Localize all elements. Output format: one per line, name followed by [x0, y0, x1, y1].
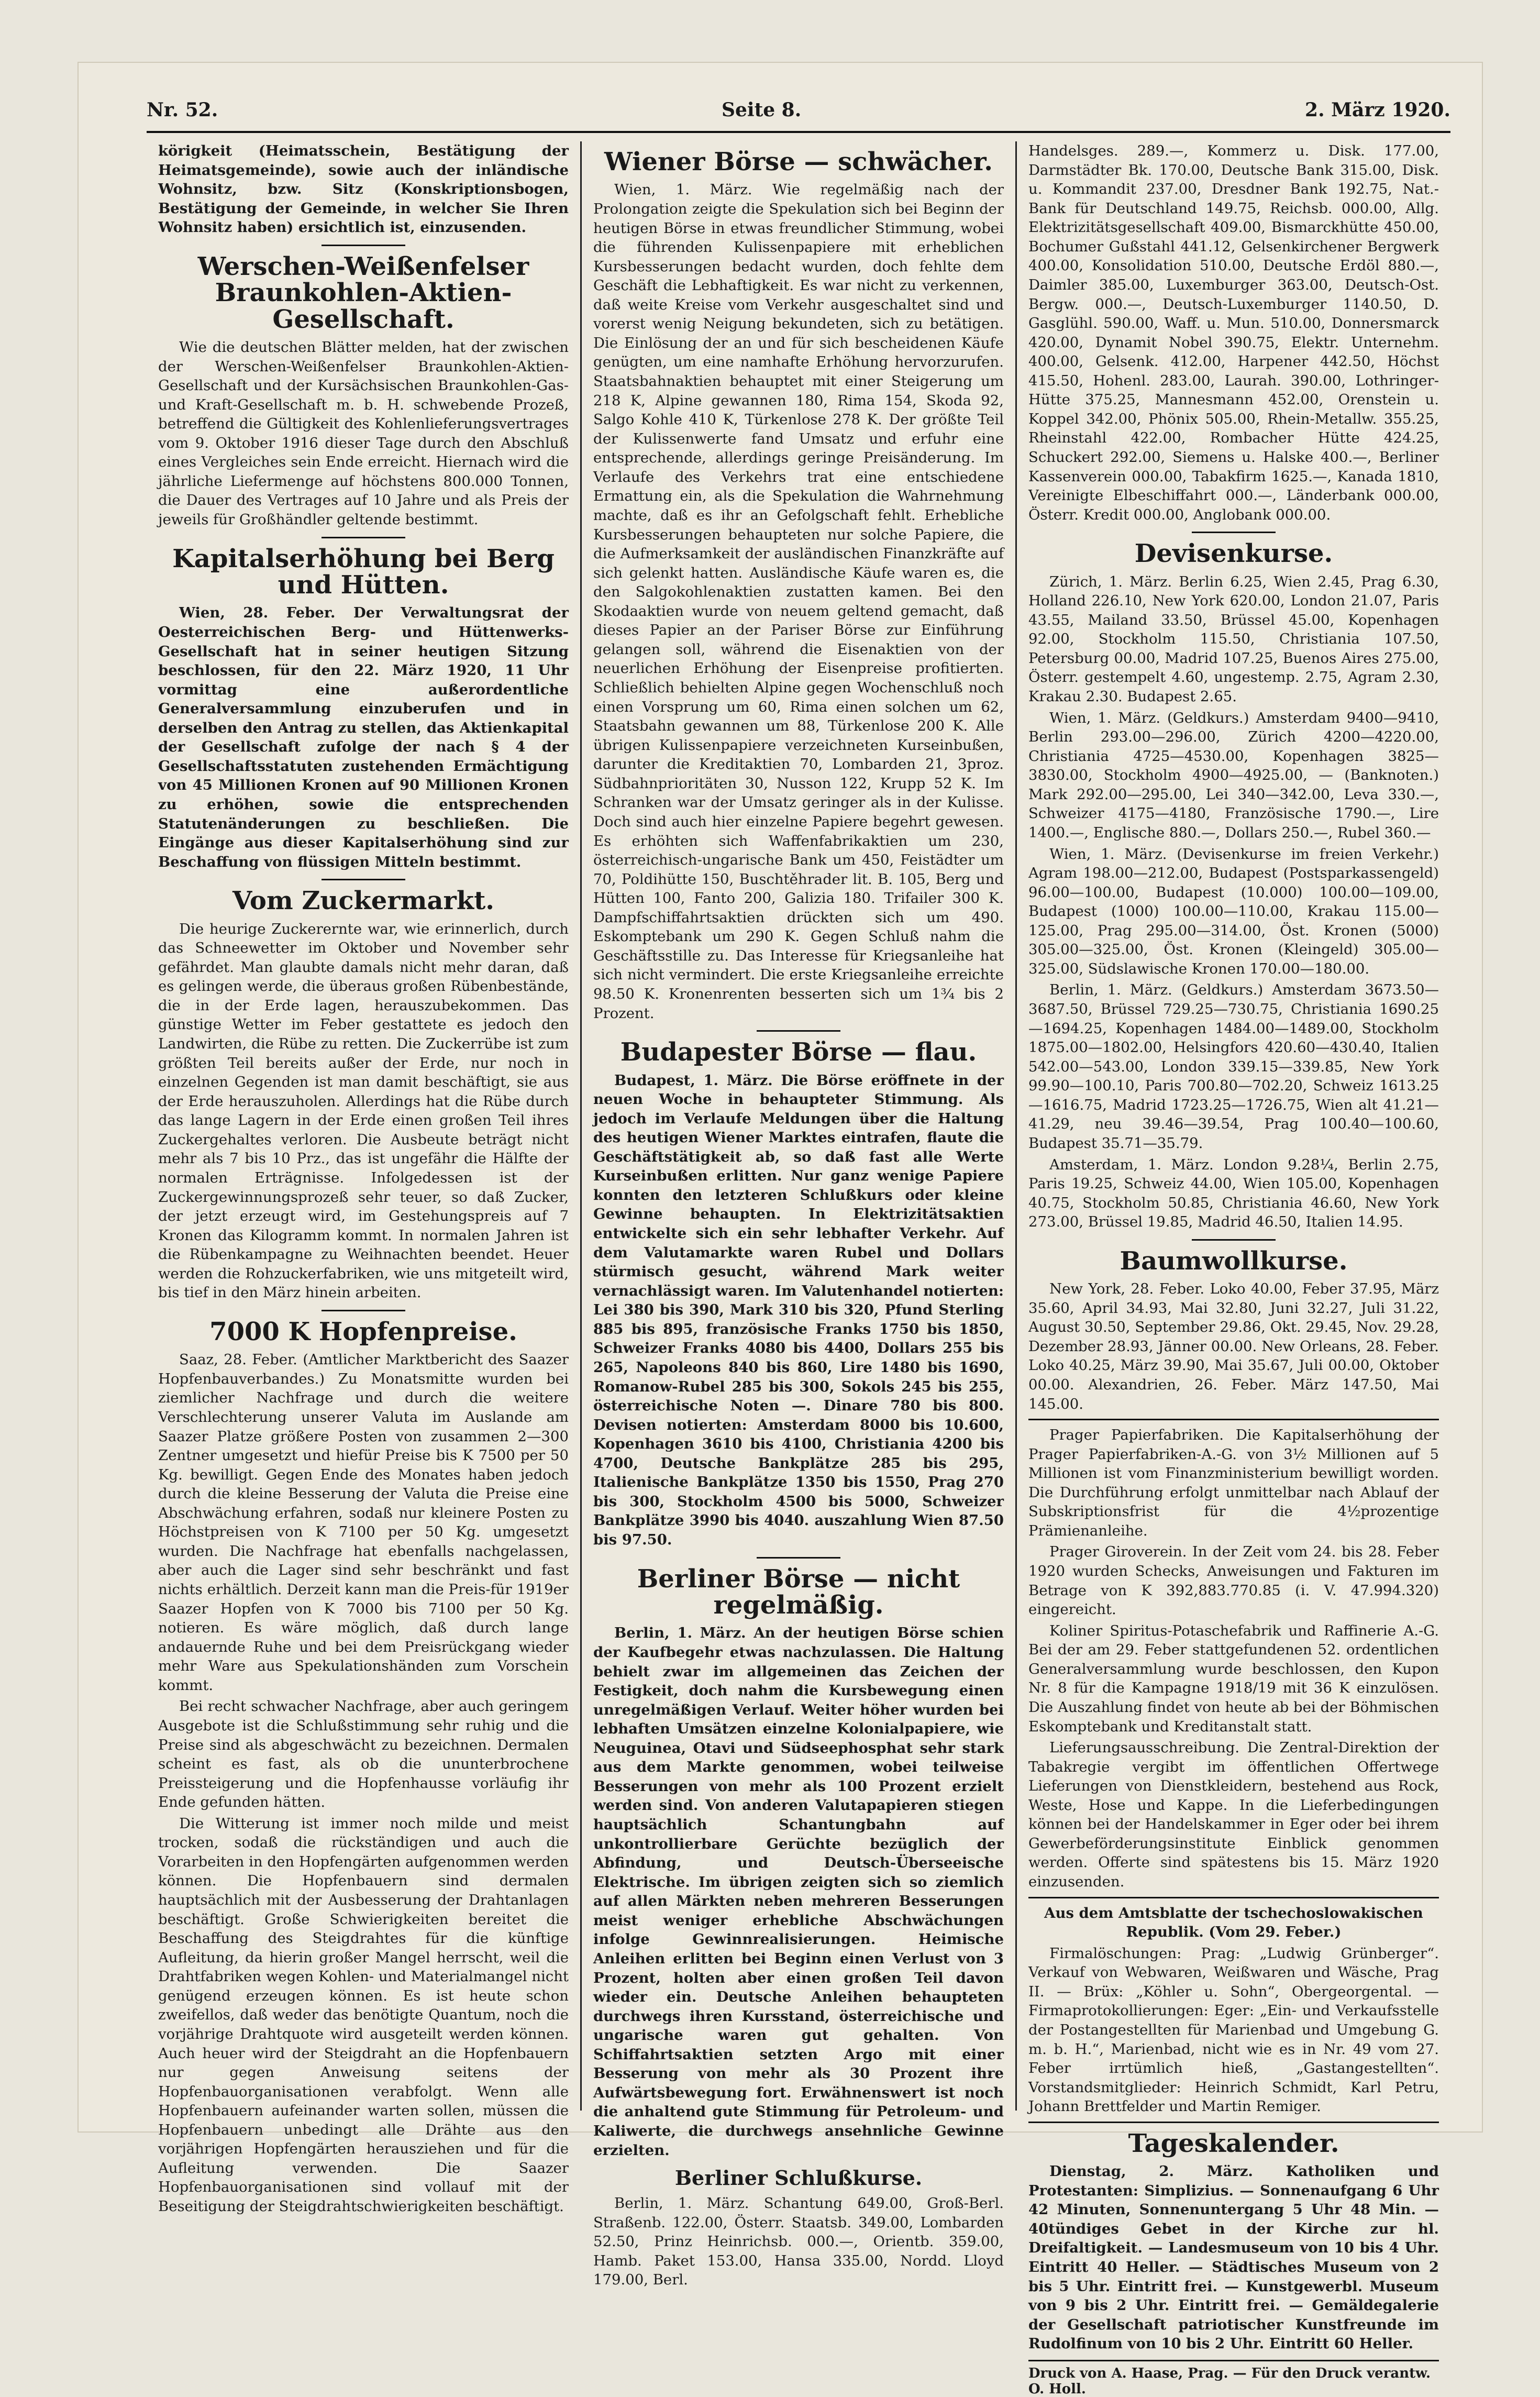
headline-hopfen: 7000 K Hopfenpreise. — [209, 1317, 517, 1346]
separator — [322, 537, 405, 538]
header-rule — [147, 131, 1450, 133]
headline-zucker: Vom Zuckermarkt. — [232, 886, 494, 916]
separator — [757, 1557, 840, 1559]
headline-kapital: Kapitalserhöhung bei Berg und Hütten. — [172, 544, 555, 600]
article-baumwolle: New York, 28. Feber. Loko 40.00, Feber 37.95, März 35.60, April 34.93, Mai 32.80, Juni 32.27, Juli 31.22, August 30.50, September 29.86, Okt. 29.45, Nov. 29.28, Dezember 28.93, Jänner 00.00. New Orleans, 28. Feber. Loko 40.25, März 39.90, Mai 35.67, Juli 00.00, Oktober 00.00. Alexandrien, 26. Feber. März 147.50, Mai 145.00. — [1028, 1280, 1439, 1412]
separator — [322, 245, 405, 246]
separator — [322, 879, 405, 880]
running-head — [147, 94, 1450, 126]
article-wien: Wien, 1. März. Wie regelmäßig nach der Prolongation zeigte die Spekulation sich bei Beginn der heutigen Börse in etwas freundlicher Stimmung, wobei die führenden Kulissenpapiere mit erheblichen Kursbesserungen bedacht wurden, doch fehlte dem Geschäft die Lebhaftigkeit. Es war nicht zu verkennen, daß weite Kreise vom Verkehr ausgeschaltet sind und vorerst wenig Neigung bekundeten, sich zu betätigen. Die Einlösung der an und für sich bescheidenen Käufe genügten, um eine namhafte Erhöhung hervorzurufen. Staatsbahnaktien behauptet mit einer Steigerung um 218 K, Alpine gewannen 180, Rima 154, Skoda 92, Salgo Kohle 410 K, Türkenlose 278 K. Der größte Teil der Kulissenwerte fand Umsatz und erfuhr eine entsprechende, allerdings geringe Preisänderung. Im Verlaufe des Verkehrs trat eine entschiedene Ermattung ein, als die Spekulation die Wahrnehmung machte, daß es ihr an Gefolgschaft fehlt. Erhebliche Kursbesserungen behaupteten nur solche Papiere, die die Aufmerksamkeit der ausländischen Finanzkräfte auf sich gelenkt hatten. Ausländische Käufe waren es, die den Salgokohlenaktien zustatten kamen. Bei den Skodaaktien wurde von neuem geltend gemacht, daß dieses Papier an der Pariser Börse zur Einführung gelangen soll, während die Eisenaktien von der neuerlichen Erhöhung der Eisenpreise profitierten. Schließlich behielten Alpine gegen Wochenschluß noch einen Vorsprung um 60, Rima einen solchen um 62, Staatsbahn gewannen um 88, Türkenlose 200 K. Alle übrigen Kulissenpapiere verzeichneten Kurseinbußen, darunter die Kreditaktien 70, Lombarden 21, 3proz. Südbahnprioritäten 30, Nusson 122, Krupp 52 K. Im Schranken war der Umsatz geringer als in der Kulisse. Doch sind auch hier einzelne Papiere begehrt gewesen. Es erhöhten sich Waffenfabrikaktien um 230, österreichisch-ungarische Bank um 450, Feistädter um 70, Poldihütte 150, Buschtěhrader lit. B. 105, Berg und Hütten 100, Fanto 200, Galizia 180. Trifailer 300 K. Dampfschiffahrtsaktien drückten sich um 490. Eskomptebank um 290 K. Gegen Schluß nahm die Geschäftsstille zu. Das Interesse für Kriegsanleihe hat sich nicht vermindert. Die erste Kriegsanleihe erreichte 98.50 K. Kronenrenten besserten sich um 1¾ bis 2 Prozent. — [593, 181, 1004, 1022]
column-3 — [1015, 141, 1450, 2397]
headline-tageskalender: Tageskalender. — [1128, 2128, 1339, 2158]
article-papier: Prager Papierfabriken. Die Kapitalserhöhung der Prager Papierfabriken-A.-G. von 3½ Millionen auf 5 Millionen ist vom Finanzministerium bewilligt worden. Die Durchführung erfolgt unmittelbar nach Ablauf der Subskriptionsfrist für die 4½prozentige Prämienanleihe. — [1028, 1427, 1439, 1539]
imprint: Druck von A. Haase, Prag. — Für den Druck verantw. O. Holl. — [1028, 2360, 1439, 2397]
devisen-zuerich: Zürich, 1. März. Berlin 6.25, Wien 2.45, Prag 6.30, Holland 226.10, New York 620.00, London 21.07, Paris 43.55, Mailand 33.50, Brüssel 45.00, Kopenhagen 92.00, Stockholm 115.50, Christiania 107.50, Petersburg 00.00, Madrid 107.25, Buenos Aires 275.00, Österr. gestempelt 4.60, ungestemp. 2.75, Agram 2.30, Krakau 2.30. Budapest 2.65. — [1028, 573, 1439, 705]
separator — [757, 1030, 840, 1032]
article-kapital: Wien, 28. Feber. Der Verwaltungsrat der Oesterreichischen Berg- und Hüttenwerks-Gesellschaft hat in seiner heutigen Sitzung beschlossen, für den 22. März 1920, 11 Uhr vormittag eine außerordentliche Generalversammlung einzuberufen und in derselben den Antrag zu stellen, das Aktienkapital der Gesellschaft zufolge der nach § 4 der Gesellschaftsstatuten zustehenden Ermächtigung von 45 Millionen Kronen auf 90 Millionen Kronen zu erhöhen, sowie die entsprechenden Statutenänderungen zu beschließen. Die Eingänge aus dieser Kapitalserhöhung sind zur Beschaffung von flüssigen Mitteln bestimmt. — [158, 604, 569, 870]
devisen-berlin: Berlin, 1. März. (Geldkurs.) Amsterdam 3673.50—3687.50, Brüssel 729.25—730.75, Christiania 1690.25—1694.25, Kopenhagen 1484.00—1489.00, Stockholm 1875.00—1802.00, Helsingfors 420.60—430.40, Italien 542.00—543.00, London 339.15—339.85, New York 99.90—100.10, Paris 700.80—702.20, Schweiz 1613.25—1616.75, Madrid 1723.25—1726.75, Wien alt 41.21—41.29, neu 39.46—39.54, Prag 100.40—100.60, Budapest 35.71—35.79. — [1028, 981, 1439, 1152]
article-tageskalender: Dienstag, 2. März. Katholiken und Protestanten: Simplizius. — Sonnenaufgang 6 Uhr 42 Minuten, Sonnenuntergang 5 Uhr 48 Min. — 40tündiges Gebet in der Kirche zur hl. Dreifaltigkeit. — Landesmuseum von 10 bis 4 Uhr. Eintritt 40 Heller. — Städtisches Museum von 2 bis 5 Uhr. Eintritt frei. — Kunstgewerbl. Museum von 9 bis 2 Uhr. Eintritt frei. — Gemäldegalerie der Gesellschaft patriotischer Kunstfreunde im Rudolfinum von 10 bis 2 Uhr. Eintritt 60 Heller. — [1028, 2163, 1439, 2352]
article-liefer: Lieferungsausschreibung. Die Zentral-Direktion der Tabakregie vergibt im öffentlichen Offertwege Lieferungen von Dienstkleidern, bestehend aus Rock, Weste, Hose und Kappe. In die Lieferbedingungen können bei der Handelskammer in Eger oder bei ihrem Gewerbeförderungsinstitute Einblick genommen werden. Offerte sind spätestens bis 15. März 1920 einzusenden. — [1028, 1739, 1439, 1891]
column-1 — [147, 141, 580, 2215]
headline-budapest: Budapester Börse — flau. — [620, 1037, 977, 1067]
headline-berlin: Berliner Börse — nicht regelmäßig. — [637, 1564, 960, 1620]
separator — [322, 1310, 405, 1311]
article-firmen: Firmalöschungen: Prag: „Ludwig Grünberger“. Verkauf von Webwaren, Weißwaren und Wäsche, Prag II. — Brüx: „Köhler u. Sohn“, Obergeorgental. — Firmaprotokollierungen: Eger: „Ein- und Verkaufsstelle der Postangestellten für Marienbad und Umgebung G. m. b. H.“, Marienbad, nicht wie es in Nr. 49 vom 27. Feber irrtümlich hieß, „Gastangestellten“. Vorstandsmitglieder: Heinrich Schmidt, Karl Petru, Johann Brettfelder und Martin Remiger. — [1028, 1945, 1439, 2115]
devisen-wien-geld: Wien, 1. März. (Geldkurs.) Amsterdam 9400—9410, Berlin 293.00—296.00, Zürich 4200—4220.00, Christiania 4725—4530.00, Kopenhagen 3825—3830.00, Stockholm 4900—4925.00, — (Banknoten.) Mark 292.00—295.00, Lei 340—342.00, Leva 330.—, Schweizer 4175—4180, Französische 1790.—, Lire 1400.—, Englische 880.—, Dollars 250.—, Rubel 360.— — [1028, 709, 1439, 841]
headline-berlin-kurse: Berliner Schlußkurse. — [674, 2166, 923, 2190]
column-2 — [580, 141, 1015, 2289]
amtsblatt-heading: Aus dem Amtsblatte der tschechoslowakischen Republik. (Vom 29. Feber.) — [1044, 1904, 1423, 1941]
separator — [1028, 2122, 1439, 2123]
article-zucker: Die heurige Zuckerernte war, wie erinnerlich, durch das Schneewetter im Oktober und November sehr gefährdet. Man glaubte damals nicht mehr daran, daß es gelingen werde, die überaus großen Rübenbestände, die in der Erde lagen, herauszubekommen. Das günstige Wetter im Feber gestattete es jedoch den Landwirten, die Rübe zu retten. Die Zuckerrübe ist zum größten Teil bereits außer der Erde, nur noch in einzelnen Gegenden ist man damit beschäftigt, sie aus der Erde herauszuholen. Allerdings hat die Rübe durch das lange Lagern in der Erde einen großen Teil ihres Zuckergehaltes verloren. Die Ausbeute beträgt nicht mehr als 7 bis 10 Prz., das ist ungefähr die Hälfte der normalen Erträgnisse. Infolgedessen ist der Zuckergewinnungsprozeß sehr teuer, so daß Zucker, der jetzt erzeugt wird, im Gestehungspreis auf 7 Kronen das Kilogramm kommt. In normalen Jahren ist die Rübenkampagne zu Weihnachten beendet. Heuer werden die Rohzuckerfabriken, wie uns mitgeteilt wird, bis tief in den März hinein arbeiten. — [158, 920, 569, 1301]
separator — [1192, 532, 1276, 533]
stock-quotes: Handelsges. 289.—, Kommerz u. Disk. 177.00, Darmstädter Bk. 170.00, Deutsche Bank 315.00, Disk. u. Kommandit 237.00, Dresdner Bank 192.75, Nat.-Bank für Deutschland 149.75, Reichsb. 000.00, Allg. Elektrizitätsgesellschaft 409.00, Bismarckhütte 450.00, Bochumer Gußstahl 441.12, Gelsenkirchener Bergwerk 400.00, Konsolidation 510.00, Deutsche Erdöl 880.—, Daimler 385.00, Luxemburger 363.00, Deutsch-Ost. Bergw. 000.—, Deutsch-Luxemburger 1140.50, D. Gasglühl. 590.00, Waff. u. Mun. 510.00, Donnersmarck 420.00, Dynamit Nobel 390.75, Elektr. Unternehm. 400.00, Gelsenk. 412.00, Harpener 442.50, Höchst 415.50, Hohenl. 283.00, Laurah. 390.00, Lothringer-Hütte 375.25, Mannesmann 452.00, Orenstein u. Koppel 342.00, Phönix 505.00, Rhein-Metallw. 355.25, Rheinstahl 422.00, Rombacher Hütte 424.25, Schuckert 292.00, Siemens u. Halske 400.—, Berliner Kassenverein 000.00, Tabakfirm 1625.—, Kanada 1810, Vereinigte Elbeschiffahrt 000.—, Länderbank 000.00, Österr. Kredit 000.00, Anglobank 000.00. — [1028, 142, 1439, 523]
article-berlin: Berlin, 1. März. An der heutigen Börse schien der Kaufbegehr etwas nachzulassen. Die Haltung behielt zwar im allgemeinen das Zeichen der Festigkeit, doch nahm die Kursbewegung einen unregelmäßigen Verlauf. Weiter höher wurden bei lebhaften Umsätzen einzelne Kolonialpapiere, wie Neuguinea, Otavi und Südseephosphat sehr stark aus dem Markte genommen, wobei teilweise Besserungen von mehr als 100 Prozent erzielt werden sind. Von anderen Valutapapieren stiegen hauptsächlich Schantungbahn auf unkontrollierbare Gerüchte bezüglich der Abfindung, und Deutsch-Überseeische Elektrische. Im übrigen zeigten sich so ziemlich auf allen Märkten neben mehreren Besserungen meist weniger erhebliche Abschwächungen infolge Gewinnrealisierungen. Heimische Anleihen erlitten bei Beginn einen Verlust von 3 Prozent, holten aber einen großen Teil davon wieder ein. Deutsche Anleihen behaupteten durchwegs ihren Kursstand, österreichische und ungarische waren gut gehalten. Von Schiffahrtsaktien setzten Argo mit einer Besserung von mehr als 30 Prozent ihre Aufwärtsbewegung fort. Erwähnenswert ist noch die anhaltend gute Stimmung für Petroleum- und Kaliwerte, die durchwegs ansehnliche Gewinne erzielten. — [593, 1625, 1004, 2159]
article-werschen: Wie die deutschen Blätter melden, hat der zwischen der Werschen-Weißenfelser Braunkohlen-Aktien-Gesellschaft und der Kursächsischen Braunkohlen-Gas- und Kraft-Gesellschaft m. b. H. schwebende Prozeß, betreffend die Gültigkeit des Kohlenlieferungsvertrages vom 9. Oktober 1916 dieser Tage durch den Abschluß eines Vergleiches sein Ende erreicht. Hiernach wird die jährliche Liefermenge auf höchstens 800.000 Tonnen, die Dauer des Vertrages auf 10 Jahre und als Preis der jeweils für Großhändler geltende bestimmt. — [158, 338, 569, 528]
separator — [1192, 1239, 1276, 1241]
article-koliner: Koliner Spiritus-Potaschefabrik und Raffinerie A.-G. Bei der am 29. Feber stattgefundenen 52. ordentlichen Generalversammlung wurde beschlossen, den Kupon Nr. 8 für die Kampagne 1918/19 mit 36 K einzulösen. Die Auszahlung findet von heute ab bei der Böhmischen Eskomptebank und Kreditanstalt statt. — [1028, 1622, 1439, 1735]
article-hopfen-1: Saaz, 28. Feber. (Amtlicher Marktbericht des Saazer Hopfenbauverbandes.) Zu Monatsmitte wurden bei ziemlicher Nachfrage und durch die weitere Verschlechterung unserer Valuta im Auslande am Saazer Platze größere Posten von zusammen 2—300 Zentner umgesetzt und hiefür Preise bis K 7500 per 50 Kg. bewilligt. Gegen Ende des Monates haben jedoch durch die kleine Besserung der Valuta die Preise eine Abschwächung erfahren, sodaß nur kleinere Posten zu Höchstpreisen von K 7100 per 50 Kg. umgesetzt wurden. Die Nachfrage hat ebenfalls nachgelassen, aber auch die Lager sind sehr beschränkt und fast nichts erhältlich. Derzeit kann man die Preis-für 1919er Saazer Hopfen von K 7000 bis 7100 per 50 Kg. notieren. Es wäre möglich, daß durch lange andauernde Ruhe und bei dem Preisrückgang wieder mehr Ware aus Spekulationshänden zum Vorschein kommt. — [158, 1351, 569, 1694]
page-number: Seite 8. — [722, 99, 802, 121]
separator — [1028, 1897, 1439, 1898]
headline-devisen: Devisenkurse. — [1134, 539, 1333, 569]
article-berlin-kurse: Berlin, 1. März. Schantung 649.00, Groß-Berl. Straßenb. 122.00, Österr. Staatsb. 349.00, Lombarden 52.50, Prinz Heinrichsb. 000.—, Orientb. 359.00, Hamb. Paket 153.00, Hansa 335.00, Nordd. Lloyd 179.00, Berl. — [593, 2195, 1004, 2289]
devisen-amsterdam: Amsterdam, 1. März. London 9.28¼, Berlin 2.75, Paris 19.25, Schweiz 44.00, Wien 105.00, Kopenhagen 40.75, Stockholm 50.85, Christiania 46.60, New York 273.00, Brüssel 19.85, Madrid 46.50, Italien 14.95. — [1028, 1156, 1439, 1231]
issue-date: 2. März 1920. — [1305, 99, 1450, 121]
issue-number: Nr. 52. — [147, 99, 218, 121]
article-giro: Prager Giroverein. In der Zeit vom 24. bis 28. Feber 1920 wurden Schecks, Anweisungen und Fakturen im Betrage von K 392,883.770.85 (i. V. 47.994.320) eingereicht. — [1028, 1543, 1439, 1618]
article-continuation: körigkeit (Heimatsschein, Bestätigung der Heimatsgemeinde), sowie auch der inländische Wohnsitz, bzw. Sitz (Konskriptionsbogen, Bestätigung der Gemeinde, in welcher Sie Ihren Wohnsitz haben) ersichtlich ist, einzusenden. — [158, 142, 569, 236]
columns — [147, 141, 1450, 2397]
headline-baumwolle: Baumwollkurse. — [1120, 1246, 1348, 1276]
devisen-wien-frei: Wien, 1. März. (Devisenkurse im freien Verkehr.) Agram 198.00—212.00, Budapest (Postsparkassengeld) 96.00—100.00, Budapest (10.000) 100.00—109.00, Budapest (1000) 100.00—110.00, Krakau 115.00—125.00, Prag 295.00—314.00, Öst. Kronen (5000) 305.00—325.00, Öst. Kronen (Kleingeld) 305.00—325.00, Südslawische Kronen 170.00—180.00. — [1028, 845, 1439, 977]
headline-wien: Wiener Börse — schwächer. — [604, 147, 993, 176]
article-hopfen-3: Die Witterung ist immer noch milde und meist trocken, sodaß die rückständigen und auch die Vorarbeiten in den Hopfengärten aufgenommen werden können. Die Hopfenbauern sind dermalen hauptsächlich mit der Ausbesserung der Drahtanlagen beschäftigt. Große Schwierigkeiten bereitet die Beschaffung des Steigdrahtes für die künftige Aufleitung, da hierin großer Mangel herrscht, weil die Drahtfabriken wegen Kohlen- und Materialmangel nicht genügend erzeugen können. Es ist heute schon zweifellos, daß weder das benötigte Quantum, noch die vorjährige Drahtquote wird ausgeteilt werden können. Auch heuer wird der Steigdraht an die Hopfenbauern nur gegen Anweisung seitens der Hopfenbauorganisationen verabfolgt. Wenn alle Hopfenbauern aufeinander warten sollen, müssen die Hopfenbauern unbedingt alle Drähte aus den vorjährigen Hopfengärten herausziehen und für die Aufleitung verwenden. Die Saazer Hopfenbauorganisationen sind vollauf mit der Beseitigung der Steigdrahtschwierigkeiten beschäftigt. — [158, 1815, 569, 2215]
article-budapest: Budapest, 1. März. Die Börse eröffnete in der neuen Woche in behaupteter Stimmung. Als jedoch im Verlaufe Meldungen über die Haltung des heutigen Wiener Marktes eintrafen, flaute die Geschäftstätigkeit ab, so daß fast alle Werte Kurseinbußen erlitten. Nur ganz wenige Papiere konnten den letzteren Schlußkurs oder kleine Gewinne behaupten. In Elektrizitätsaktien entwickelte sich ein sehr lebhafter Verkehr. Auf dem Valutamarkte waren Rubel und Dollars stürmisch gesucht, während Mark weiter vernachlässigt waren. Im Valutenhandel notierten: Lei 380 bis 390, Mark 310 bis 320, Pfund Sterling 885 bis 895, französische Franks 1750 bis 1850, Schweizer Franks 4080 bis 4400, Dollars 255 bis 265, Napoleons 840 bis 860, Lire 1480 bis 1690, Romanow-Rubel 285 bis 300, Sokols 245 bis 255, österreichische Noten —. Dinare 780 bis 800. Devisen notierten: Amsterdam 8000 bis 10.600, Kopenhagen 3610 bis 4100, Christiania 4200 bis 4700, Deutsche Bankplätze 285 bis 295, Italienische Bankplätze 1350 bis 1550, Prag 270 bis 300, Stockholm 4500 bis 5000, Schweizer Bankplätze 3990 bis 4040. auszahlung Wien 87.50 bis 97.50. — [593, 1072, 1004, 1549]
article-hopfen-2: Bei recht schwacher Nachfrage, aber auch geringem Ausgebote ist die Schlußstimmung sehr ruhig und die Preise sind als abgeschwächt zu bezeichnen. Dermalen scheint es fast, als ob die ununterbrochene Preissteigerung und die Hopfenhausse vorläufig ihr Ende gefunden hätten. — [158, 1698, 569, 1811]
newspaper-page — [79, 63, 1482, 2397]
headline-werschen: Werschen-Weißenfelser Braunkohlen-Aktien-Gesellschaft. — [197, 251, 529, 334]
separator — [1028, 1419, 1439, 1420]
